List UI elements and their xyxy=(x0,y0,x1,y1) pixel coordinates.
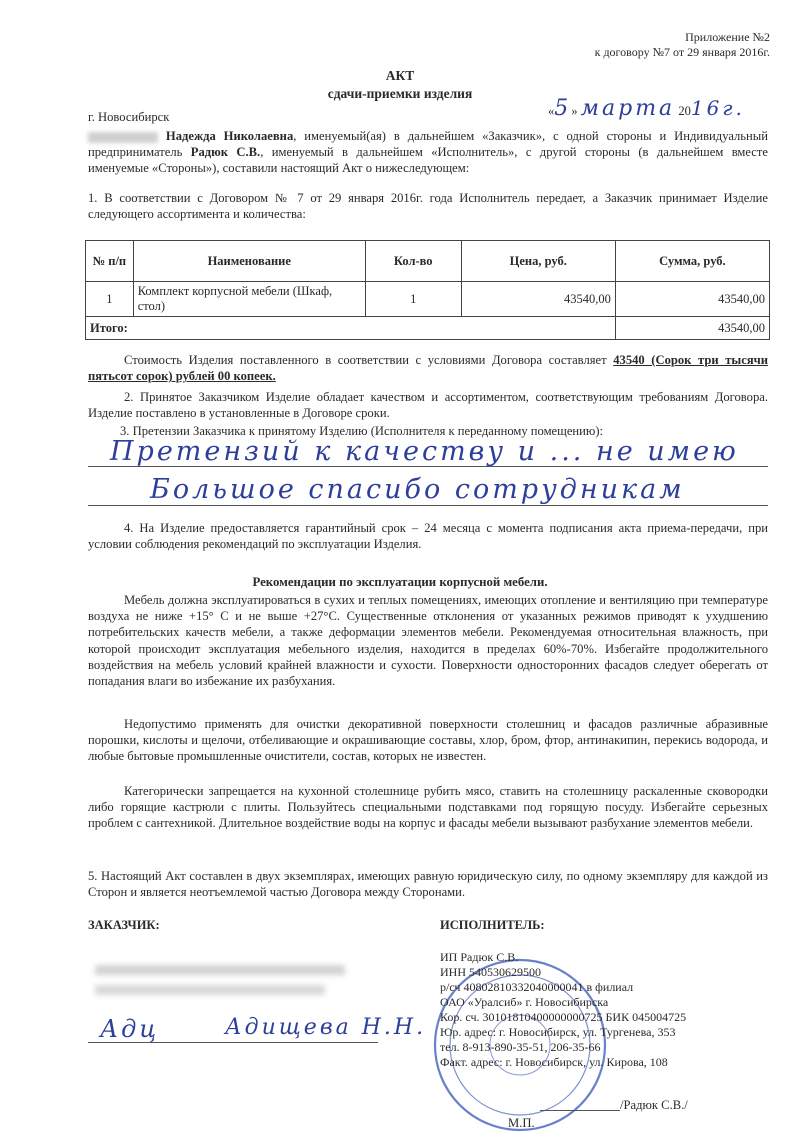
date: «5» марта 2016г. xyxy=(548,96,745,121)
table-total-row xyxy=(86,317,770,340)
contractor-line: тел. 8-913-890-35-51, 206-35-66 xyxy=(440,1040,601,1054)
contractor-line: Кор. сч. 30101810400000000725 БИК 045004725 xyxy=(440,1010,687,1024)
document-subtitle: сдачи-приемки изделия xyxy=(327,86,473,101)
date-month: марта xyxy=(580,96,676,121)
underline-2 xyxy=(88,505,768,506)
redacted-customer-details xyxy=(95,965,345,975)
total-label: Итого: xyxy=(86,317,616,340)
table-header-row xyxy=(86,241,770,282)
date-year-prefix: 20 xyxy=(678,104,691,118)
contractor-label: ИСПОЛНИТЕЛЬ: xyxy=(440,918,545,932)
contractor-line: Факт. адрес: г. Новосибирск, ул. Кирова, 108 xyxy=(440,1055,668,1069)
customer-sign-line xyxy=(88,1042,378,1043)
clause-3: 3. Претензии Заказчика к принятому Изделию (Исполнителя к переданному помещению): xyxy=(120,424,604,438)
contractor-line: Юр. адрес: г. Новосибирск, ул. Тургенева, 353 xyxy=(440,1025,676,1039)
cost-amount: 43540 (Сорок три тысячи пятьсот сорок) рублей 00 копеек. xyxy=(88,353,769,384)
header-qty: Кол-во xyxy=(365,241,461,282)
preamble xyxy=(88,128,768,177)
clause-5: 5. Настоящий Акт составлен в двух экземплярах, имеющих равную юридическую силу, по одному экземпляру для каждой из Сторон и является неотъемлемой частью Договора между Сторонами. xyxy=(88,869,768,900)
customer-signature: Адц xyxy=(100,1015,160,1043)
annex-line-2: к договору №7 от 29 января 2016г. xyxy=(594,45,770,59)
header-sum: Сумма, руб. xyxy=(615,241,769,282)
contractor-line: р/сч 40802810332040000041 в филиал xyxy=(440,980,634,994)
redacted-customer-details-2 xyxy=(95,985,325,995)
date-day: 5 xyxy=(554,96,572,121)
handwritten-line-1: Претензий к качеству и ... не имею xyxy=(110,436,739,467)
cell-name: Комплект корпусной мебели (Шкаф, стол) xyxy=(133,282,365,317)
cell-sum: 43540,00 xyxy=(615,282,769,317)
city: г. Новосибирск xyxy=(88,110,170,124)
cell-no: 1 xyxy=(86,282,134,317)
preamble-text-2: , именуемый в дальнейшем «Исполнитель», с другой стороны (в дальнейшем вместе именуемые «Стороны»), составили настоящий Акт о нижеследующем: xyxy=(88,145,768,176)
customer-label: ЗАКАЗЧИК: xyxy=(88,918,160,932)
header-price: Цена, руб. xyxy=(461,241,615,282)
handwritten-line-2: Большое спасибо сотрудникам xyxy=(150,474,685,505)
seal-mark: М.П. xyxy=(508,1116,535,1130)
recommendations-p1: Мебель должна эксплуатироваться в сухих и теплых помещениях, имеющих отопление и вентиляцию при температуре воздуха не ниже +15° С и не выше +27°С. Существенные отклонения от указанных режимов приводят к ухудшению потребительских качеств мебели, а также деформации элементов мебели. Рекомендуемая относительная влажность, при которой происходит эксплуатация мебельного изделия, находится в пределах 60%-70%. Избегайте продолжительного воздействия на мебель условий крайней влажности и сухости. Поверхности односторонних фасадов следует оберегать от попадания влаги во избежание их разбухания. xyxy=(88,593,768,689)
annex-line-1: Приложение №2 xyxy=(685,30,770,44)
contractor-name: Радюк С.В. xyxy=(190,145,261,160)
cost-text: Стоимость Изделия поставленного в соответствии с условиями Договора составляет xyxy=(124,353,614,367)
clause-4: 4. На Изделие предоставляется гарантийный срок – 24 месяца с момента подписания акта приема-передачи, при условии соблюдения рекомендаций по эксплуатации Изделия. xyxy=(88,521,768,552)
date-year-suffix: 16г. xyxy=(690,96,745,120)
contractor-details xyxy=(440,950,686,1070)
customer-signature-name: Адищева Н.Н. xyxy=(225,1015,427,1040)
recommendations-p3: Категорически запрещается на кухонной столешнице рубить мясо, ставить на столешницу раскаленные сковородки либо горящие кастрюли с плиты. Пользуйтесь специальными подставками под горящую посуду. Избегайте серьезных проблем с сантехникой. Длительное воздействие воды на корпус и фасады мебели вызывают разбухание элементов мебели. xyxy=(88,784,768,831)
cost-paragraph xyxy=(88,352,768,384)
cell-qty: 1 xyxy=(365,282,461,317)
preamble-text-1: , именуемый(ая) в дальнейшем «Заказчик», с одной стороны и Индивидуальный предприниматель xyxy=(88,129,768,160)
contractor-sign-line xyxy=(540,1110,620,1111)
contractor-line: ОАО «Уралсиб» г. Новосибирска xyxy=(440,995,609,1009)
customer-name: Надежда Николаевна xyxy=(165,129,294,143)
underline-1 xyxy=(88,466,768,467)
contractor-sign-name: /Радюк С.В./ xyxy=(620,1098,688,1112)
redacted-surname xyxy=(88,132,158,143)
header-name: Наименование xyxy=(133,241,365,282)
recommendations-p2: Недопустимо применять для очистки декоративной поверхности столешниц и фасадов различные абразивные порошки, кислоты и щелочи, отбеливающие и окрашивающие составы, хлор, бром, фтор, антинакипин, перекись водорода, и любые бытовые промышленные очистители, состав, которых не известен. xyxy=(88,717,768,764)
total-value: 43540,00 xyxy=(615,317,769,340)
contractor-line: ИНН 540530629500 xyxy=(440,965,541,979)
recommendations-title: Рекомендации по эксплуатации корпусной мебели. xyxy=(252,575,548,589)
annex-block xyxy=(595,30,770,60)
contractor-line: ИП Радюк С.В. xyxy=(440,950,519,964)
items-table xyxy=(85,240,770,340)
clause-2: 2. Принятое Заказчиком Изделие обладает качеством и ассортиментом, соответствующим требованиям Договора. Изделие поставлено в установленные в Договоре сроки. xyxy=(88,390,768,421)
clause-1: 1. В соответствии с Договором № 7 от 29 января 2016г. года Исполнитель передает, а Заказчик принимает Изделие следующего ассортимента и количества: xyxy=(88,191,768,222)
header-no: № п/п xyxy=(86,241,134,282)
cell-price: 43540,00 xyxy=(461,282,615,317)
table-row xyxy=(86,282,770,317)
document-title: АКТ xyxy=(385,68,415,83)
